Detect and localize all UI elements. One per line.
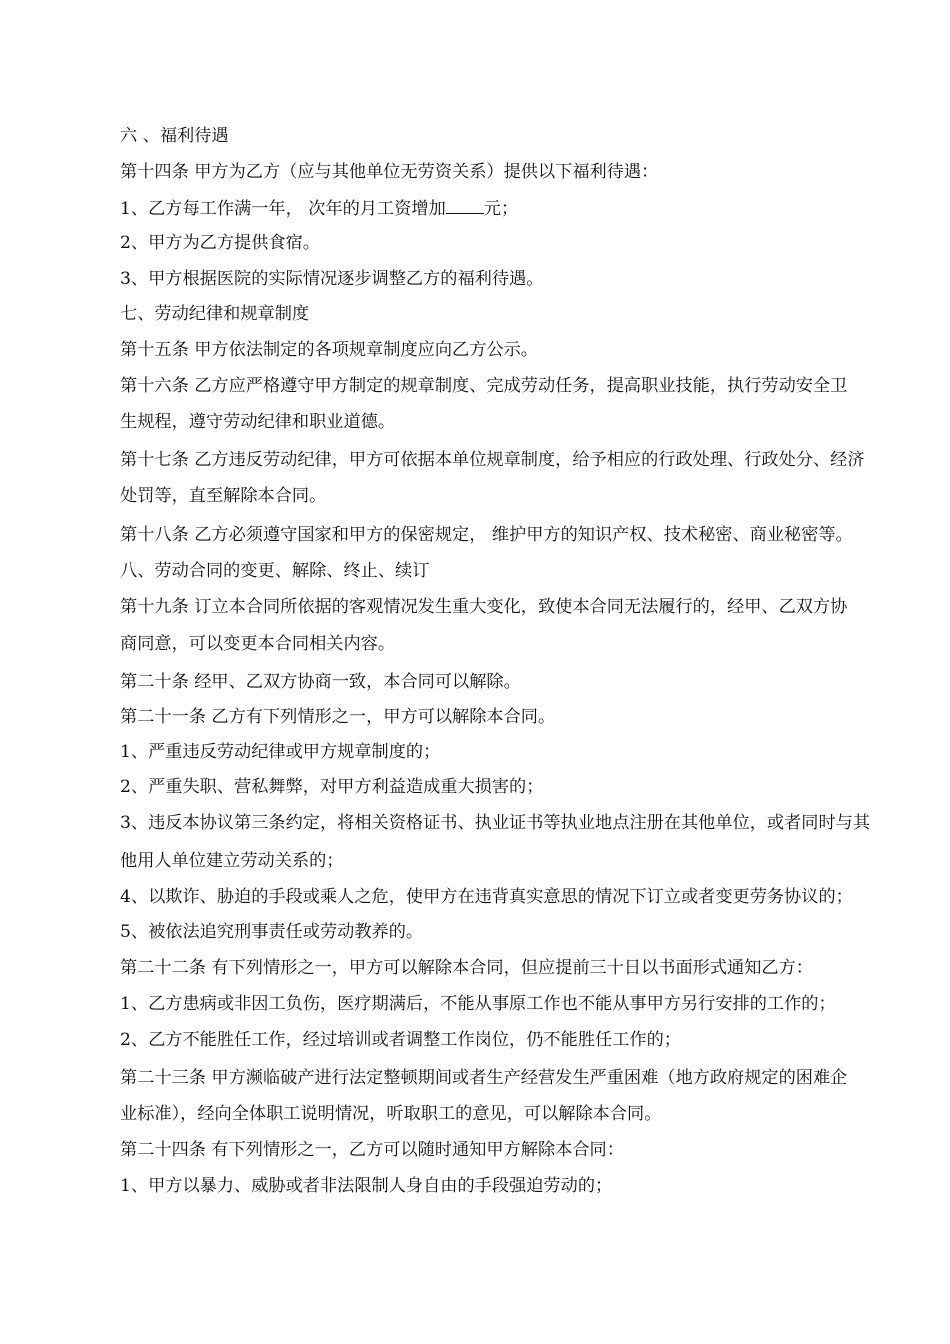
article-text: 业标准），经向全体职工说明情况，听取职工的意见，可以解除本合同。: [120, 1104, 662, 1124]
list-item-text: 元；: [483, 199, 519, 219]
article-text: 第十四条 甲方为乙方（应与其他单位无劳资关系）提供以下福利待遇：: [120, 162, 659, 182]
article-text: 商同意，可以变更本合同相关内容。: [120, 634, 396, 654]
list-item: 1、乙方患病或非因工负伤，医疗期满后，不能从事原工作也不能从事甲方另行安排的工作的；: [120, 994, 836, 1014]
list-item: [120, 198, 518, 219]
list-item: 3、违反本协议第三条约定，将相关资格证书、执业证书等执业地点注册在其他单位，或者同时与其: [120, 813, 871, 833]
list-item: 5、被依法追究刑事责任或劳动教养的。: [120, 922, 424, 942]
list-item: 2、甲方为乙方提供食宿。: [120, 233, 320, 253]
article-text: 第二十二条 有下列情形之一，甲方可以解除本合同，但应提前三十日以书面形式通知乙方：: [120, 958, 813, 978]
list-item: 2、严重失职、营私舞弊，对甲方利益造成重大损害的；: [120, 777, 544, 797]
article-text: 第二十四条 有下列情形之一，乙方可以随时通知甲方解除本合同：: [120, 1140, 624, 1160]
article-text: 第十八条 乙方必须遵守国家和甲方的保密规定， 维护甲方的知识产权、技术秘密、商业秘密等。: [120, 525, 853, 545]
section-heading: 七、劳动纪律和规章制度: [120, 304, 310, 324]
article-text: 第十九条 订立本合同所依据的客观情况发生重大变化，致使本合同无法履行的，经甲、乙双方协: [120, 597, 848, 617]
list-item: 1、严重违反劳动纪律或甲方规章制度的；: [120, 742, 441, 762]
article-text: 第二十一条 乙方有下列情形之一，甲方可以解除本合同。: [120, 707, 556, 727]
section-heading: 八、劳动合同的变更、解除、终止、续订: [120, 561, 430, 581]
list-item-text: 1、乙方每工作满一年， 次年的月工资增加: [120, 199, 446, 219]
article-text: 处罚等，直至解除本合同。: [120, 486, 327, 506]
list-item: 1、甲方以暴力、威胁或者非法限制人身自由的手段强迫劳动的；: [120, 1176, 613, 1196]
article-text: 第十六条 乙方应严格遵守甲方制定的规章制度、完成劳动任务，提高职业技能，执行劳动安全卫: [120, 376, 848, 396]
list-item: 3、甲方根据医院的实际情况逐步调整乙方的福利待遇。: [120, 269, 544, 289]
article-text: 第二十条 经甲、乙双方协商一致，本合同可以解除。: [120, 672, 521, 692]
fill-in-blank: [446, 198, 484, 214]
list-item: 4、以欺诈、胁迫的手段或乘人之危，使甲方在违背真实意思的情况下订立或者变更劳务协议的；: [120, 887, 853, 907]
list-item: 他用人单位建立劳动关系的；: [120, 851, 344, 871]
article-text: 生规程，遵守劳动纪律和职业道德。: [120, 412, 396, 432]
article-text: 第二十三条 甲方濒临破产进行法定整顿期间或者生产经营发生严重困难（地方政府规定的困难企: [120, 1068, 848, 1088]
article-text: 第十七条 乙方违反劳动纪律，甲方可依据本单位规章制度，给予相应的行政处理、行政处分、经济: [120, 450, 865, 470]
article-text: 第十五条 甲方依法制定的各项规章制度应向乙方公示。: [120, 340, 538, 360]
section-heading: 六 、福利待遇: [120, 126, 229, 146]
list-item: 2、乙方不能胜任工作，经过培训或者调整工作岗位，仍不能胜任工作的；: [120, 1030, 681, 1050]
